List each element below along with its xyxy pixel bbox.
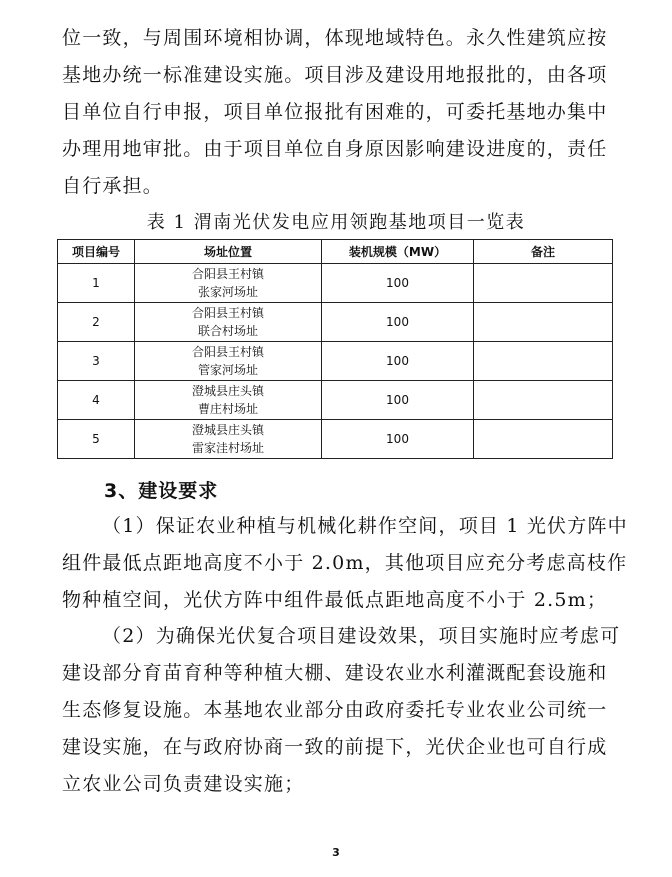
- cell-site: [135, 342, 322, 381]
- site-line: 管家河场址: [197, 363, 258, 377]
- cell-note: [474, 264, 613, 303]
- table-row: [58, 381, 613, 420]
- site-line: 雷家洼村场址: [191, 441, 264, 455]
- cell-note: [474, 303, 613, 342]
- cell-site: [135, 264, 322, 303]
- requirement-1-paragraph: [62, 508, 628, 619]
- text-line: （2）为确保光伏复合项目建设效果，项目实施时应考虑可: [102, 625, 621, 647]
- cell-note: [474, 420, 613, 459]
- text-line: 建设实施，在与政府协商一致的前提下，光伏企业也可自行成: [62, 736, 608, 758]
- requirement-2-paragraph: [62, 618, 621, 803]
- text-line: 基地办统一标准建设实施。项目涉及建设用地报批的，由各项: [62, 64, 608, 86]
- cell-note: [474, 342, 613, 381]
- site-line: 合阳县王村镇: [191, 345, 264, 359]
- project-table: [57, 239, 613, 459]
- table-row: [58, 264, 613, 303]
- table-caption: 表 1 渭南光伏发电应用领跑基地项目一览表: [146, 212, 526, 233]
- cell-site: [135, 420, 322, 459]
- text-line: 立农业公司负责建设实施；: [62, 773, 305, 795]
- table-row: [58, 420, 613, 459]
- section-heading: 3、建设要求: [104, 480, 219, 502]
- cell-id: 2: [58, 303, 135, 342]
- site-line: 合阳县王村镇: [191, 267, 264, 281]
- cell-capacity: 100: [322, 420, 474, 459]
- cell-site: [135, 303, 322, 342]
- cell-id: 3: [58, 342, 135, 381]
- cell-id: 5: [58, 420, 135, 459]
- cell-capacity: 100: [322, 381, 474, 420]
- text-line: 建设部分育苗育种等种植大棚、建设农业水利灌溉配套设施和: [62, 662, 608, 684]
- text-line: 组件最低点距地高度不小于 2.0m，其他项目应充分考虑高枝作: [62, 552, 628, 574]
- table-row: [58, 303, 613, 342]
- cell-id: 1: [58, 264, 135, 303]
- text-line: 生态修复设施。本基地农业部分由政府委托专业农业公司统一: [62, 699, 608, 721]
- cell-note: [474, 381, 613, 420]
- text-line: 物种植空间，光伏方阵中组件最低点距地高度不小于 2.5m；: [62, 589, 608, 611]
- text-line: （1）保证农业种植与机械化耕作空间，项目 1 光伏方阵中: [102, 515, 628, 537]
- site-line: 联合村场址: [197, 324, 258, 338]
- text-line: 位一致，与周围环境相协调，体现地域特色。永久性建筑应按: [62, 27, 608, 49]
- column-header-id: 项目编号: [58, 240, 135, 264]
- site-line: 澄城县庄头镇: [191, 384, 264, 398]
- cell-capacity: 100: [322, 342, 474, 381]
- column-header-capacity: 装机规模（MW）: [322, 240, 474, 264]
- cell-site: [135, 381, 322, 420]
- cell-capacity: 100: [322, 303, 474, 342]
- cell-capacity: 100: [322, 264, 474, 303]
- intro-paragraph: [62, 20, 612, 205]
- site-line: 合阳县王村镇: [191, 306, 264, 320]
- table-header-row: [58, 240, 613, 264]
- site-line: 张家河场址: [197, 285, 258, 299]
- cell-id: 4: [58, 381, 135, 420]
- table-row: [58, 342, 613, 381]
- text-line: 办理用地审批。由于项目单位自身原因影响建设进度的，责任: [62, 138, 608, 160]
- text-line: 目单位自行申报，项目单位报批有困难的，可委托基地办集中: [62, 101, 608, 123]
- column-header-site: 场址位置: [135, 240, 322, 264]
- text-line: 自行承担。: [62, 175, 164, 197]
- column-header-note: 备注: [474, 240, 613, 264]
- site-line: 曹庄村场址: [197, 402, 258, 416]
- page-number: 3: [332, 846, 340, 859]
- site-line: 澄城县庄头镇: [191, 423, 264, 437]
